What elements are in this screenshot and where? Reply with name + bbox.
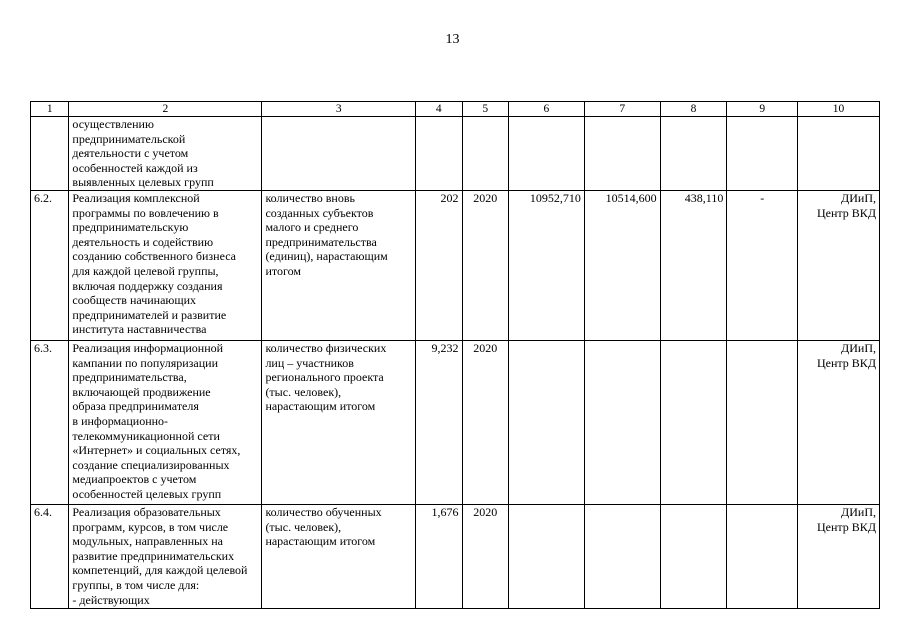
responsible-text: ДИиП, Центр ВКД [817,504,876,534]
responsible-cell [798,504,880,608]
col9-value [727,340,798,504]
indicator-text: количество обученных (тыс. человек), нарастающим итогом [265,504,382,549]
responsible-text: ДИиП, Центр ВКД [817,190,876,220]
col7-value: 10514,600 [584,190,660,340]
col7-value [584,504,660,608]
page-number: 13 [445,32,460,47]
column-header: 7 [584,102,660,117]
measure-text: Реализация информационной кампании по популяризации предпринимательства, включающей продвижение образа предпринимателя в информационно- телекоммуникационной сети «Интернет» и социальных сетях, создание специализированных медиапроектов с учетом особенностей целевых групп [72,340,241,501]
num-cell [31,117,69,191]
column-header: 3 [262,102,416,117]
indicator-text: количество вновь созданных субъектов малого и среднего предпринимательства (единиц), нарастающим итогом [265,190,388,278]
table-row [31,504,880,608]
col7-value [584,340,660,504]
responsible-text: ДИиП, Центр ВКД [817,340,876,370]
row-number: 6.4. [31,504,69,608]
measure-cell [69,190,262,340]
column-header: 2 [69,102,262,117]
column-header: 5 [462,102,508,117]
col6-value [509,340,585,504]
col8-value [660,504,727,608]
measure-text: Реализация образовательных программ, курсов, в том числе модульных, направленных на развитие предпринимательских компетенций, для каждой целевой группы, в том числе для: - действующих [72,504,248,607]
indicator-cell [262,340,416,504]
col8-value [660,340,727,504]
table-header-row [31,102,880,117]
measure-cell [69,340,262,504]
responsible-cell [798,340,880,504]
measure-cell [69,117,262,191]
indicator-cell [262,190,416,340]
indicator-value: 9,232 [416,340,462,504]
column-header: 1 [31,102,69,117]
indicator-value: 202 [416,190,462,340]
column-header: 4 [416,102,462,117]
row-number: 6.2. [31,190,69,340]
measure-cell [69,504,262,608]
measure-text: Реализация комплексной программы по вовлечению в предпринимательскую деятельность и содействию созданию собственного бизнеса для каждой целевой группы, включая поддержку создания сообществ начинающих предпринимателей и развитие института наставничества [72,190,236,337]
row-number: 6.3. [31,340,69,504]
table-row [31,190,880,340]
col9-value [727,504,798,608]
column-header: 10 [798,102,880,117]
column-header: 8 [660,102,727,117]
activities-table [30,101,880,609]
indicator-text: количество физических лиц – участников регионального проекта (тыс. человек), нарастающим итогом [265,340,387,414]
col6-value [509,504,585,608]
column-header: 9 [727,102,798,117]
year-cell: 2020 [462,190,508,340]
measure-text: осуществлению предпринимательской деятельности с учетом особенностей каждой из выявленных целевых групп [72,117,214,190]
year-cell: 2020 [462,340,508,504]
table-row [31,340,880,504]
responsible-cell [798,190,880,340]
col6-value: 10952,710 [509,190,585,340]
indicator-cell [262,504,416,608]
col8-value: 438,110 [660,190,727,340]
column-header: 6 [509,102,585,117]
indicator-value: 1,676 [416,504,462,608]
col9-value: - [727,190,798,340]
year-cell: 2020 [462,504,508,608]
table-row-continuation [31,117,880,191]
